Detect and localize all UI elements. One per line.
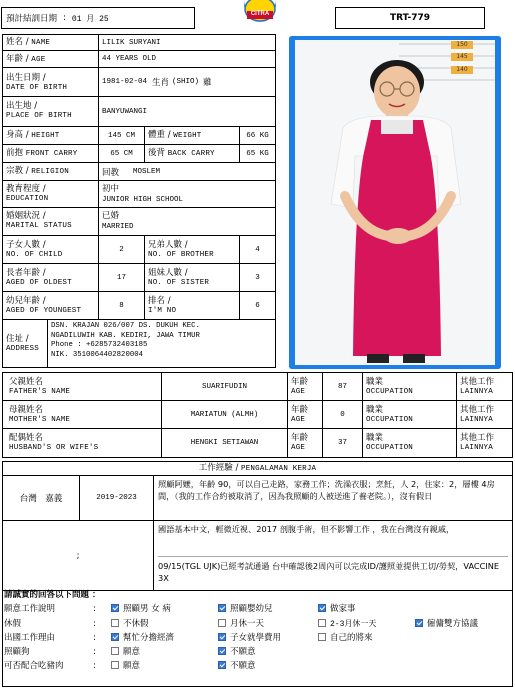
checkbox-icon[interactable] — [218, 604, 226, 612]
marital-zh: 已婚 — [102, 211, 120, 221]
youngest-label: 幼兒年齡 / AGED OF YOUNGEST — [2, 291, 99, 320]
mother-age-label: 年齡 AGE — [287, 400, 323, 429]
mother-job-label: 職業 OCCUPATION — [362, 400, 457, 429]
checkbox-icon[interactable] — [218, 647, 226, 655]
checkbox-icon[interactable] — [111, 647, 119, 655]
logo-text: CITRA — [250, 11, 270, 17]
height-mark-140: 140 — [456, 66, 468, 73]
spouse-age-label: 年齡 AGE — [287, 428, 323, 458]
religion-value — [98, 162, 276, 181]
answers-title: 請誠實的回答以下問題 ： — [4, 590, 101, 600]
spouse-label: 配偶姓名 HUSBAND'S OR WIFE'S — [2, 428, 162, 458]
front-carry-value: 65 CM — [98, 144, 145, 163]
work-period: 2019-2023 — [79, 475, 154, 521]
height-mark-150: 150 — [456, 41, 468, 48]
answer-colon: : — [93, 647, 96, 657]
spouse-job: 其他工作 LAINNYA — [456, 428, 513, 458]
sisters-value: 3 — [239, 263, 276, 292]
children-label: 子女人數 / NO. OF CHILD — [2, 235, 99, 264]
religion-label: 宗教 / RELIGION — [2, 162, 99, 181]
answer-colon: : — [93, 604, 96, 614]
marital-en: MARRIED — [102, 223, 134, 231]
oldest-label: 長者年齡 / AGED OF OLDEST — [2, 263, 99, 292]
father-job: 其他工作 LAINNYA — [456, 372, 513, 401]
mother-name: MARIATUN (ALMH) — [161, 400, 288, 429]
shio-en: (SHIO) — [172, 78, 200, 86]
address-line-2: NGADILUWIH KAB. KEDIRI, JAWA TIMUR — [51, 331, 200, 340]
education-zh: 初中 — [102, 184, 120, 194]
mother-age: 0 — [322, 400, 363, 429]
answer-label-holiday: 休假 — [4, 619, 22, 629]
weight-value: 66 KG — [239, 126, 276, 145]
rank-label: 排名 / I'M NO — [144, 291, 240, 320]
name-value: LILIK SURYANI — [98, 34, 276, 51]
checkbox-icon[interactable] — [111, 633, 119, 641]
checkbox-icon[interactable] — [218, 661, 226, 669]
dob-date: 1981-02-04 — [102, 78, 148, 86]
expected-training-date: 預計結訓日期 : 01 月 25 — [1, 7, 195, 29]
checkbox-icon[interactable] — [111, 604, 119, 612]
brothers-label: 兄弟人數 / NO. OF BROTHER — [144, 235, 240, 264]
mother-job: 其他工作 LAINNYA — [456, 400, 513, 429]
checkbox-icon[interactable] — [218, 619, 226, 627]
education-value — [98, 180, 276, 208]
option-dog-willing[interactable]: 願意 — [111, 647, 140, 658]
option-dog-unwilling[interactable]: 不願意 — [218, 647, 256, 658]
checkbox-icon[interactable] — [218, 633, 226, 641]
address-line-1: DSN. KRAJAN 026/007 DS. DUKUH KEC. — [51, 322, 200, 330]
answers-section — [2, 589, 513, 687]
children-value: 2 — [98, 235, 145, 264]
option-housework[interactable]: 做家事 — [318, 604, 356, 615]
front-carry-label: 前抱 FRONT CARRY — [2, 144, 99, 163]
dob-value — [98, 67, 276, 97]
name-label: 姓名 / NAME — [2, 34, 99, 51]
youngest-value: 8 — [98, 291, 145, 320]
rank-value: 6 — [239, 291, 276, 320]
height-mark-145: 145 — [456, 53, 468, 60]
answer-colon: : — [93, 633, 96, 643]
spouse-job-label: 職業 OCCUPATION — [362, 428, 457, 458]
dob-label: 出生日期 / DATE OF BIRTH — [2, 67, 99, 97]
spouse-age: 37 — [322, 428, 363, 458]
checkbox-icon[interactable] — [318, 633, 326, 641]
notes-line-2: 09/15(TGL UJK)已經考試通過 台中確認後2周內可以完成ID/護照並提供工切/勞契，VACCINE 3X — [158, 561, 500, 583]
spouse-name: HENGKI SETIAWAN — [161, 428, 288, 458]
father-age-label: 年齡 AGE — [287, 372, 323, 401]
shio-value: 雞 — [203, 78, 212, 88]
checkbox-icon[interactable] — [415, 619, 423, 627]
oldest-value: 17 — [98, 263, 145, 292]
father-job-label: 職業 OCCUPATION — [362, 372, 457, 401]
option-own-future[interactable]: 自己的將來 — [318, 633, 373, 644]
checkbox-icon[interactable] — [318, 619, 326, 627]
address-label: 住址 / ADDRESS — [2, 319, 48, 368]
weight-label: 體重 / WEIGHT — [144, 126, 240, 145]
pob-label: 出生地 / PLACE OF BIRTH — [2, 96, 99, 127]
answer-label-dog: 照顧狗 — [4, 647, 30, 657]
answer-label-reason: 出國工作理由 — [4, 633, 56, 643]
age-label: 年齡 / AGE — [2, 50, 99, 68]
father-age: 87 — [322, 372, 363, 401]
back-carry-value: 65 KG — [239, 144, 276, 163]
agency-logo — [241, 0, 279, 26]
address-phone: Phone : +6285732403185 — [51, 341, 148, 349]
father-name: SUARIFUDIN — [161, 372, 288, 401]
training-date-value: 01 月 25 — [71, 14, 109, 24]
option-care-patient[interactable]: 照顧男 女 病 — [111, 604, 171, 615]
candidate-code — [335, 7, 485, 29]
answer-label-work: 願意工作說明 — [4, 604, 56, 614]
option-pork-willing[interactable]: 願意 — [111, 661, 140, 672]
answer-colon: : — [93, 661, 96, 671]
option-school-fees[interactable]: 子女就學費用 — [218, 633, 281, 644]
address-nik: NIK. 3510064402820004 — [51, 350, 143, 359]
height-label: 身高 / HEIGHT — [2, 126, 99, 145]
religion-zh: 回教 — [102, 167, 120, 178]
education-en: JUNIOR HIGH SCHOOL — [102, 196, 184, 204]
notes-line-1: 國語基本中文，輕微近視、2017 剖腹手術，但不影響工作 ，我在台灣沒有親戚， — [158, 524, 455, 534]
brothers-value: 4 — [239, 235, 276, 264]
pob-value: BANYUWANGI — [98, 96, 276, 127]
father-label: 父親姓名 FATHER'S NAME — [2, 372, 162, 401]
checkbox-icon[interactable] — [318, 604, 326, 612]
height-value: 145 CM — [98, 126, 145, 145]
notes-left: ; — [2, 520, 154, 591]
checkbox-icon[interactable] — [111, 619, 119, 627]
option-monthly-holiday[interactable]: 月休一天 — [218, 619, 264, 630]
age-value: 44 YEARS OLD — [98, 50, 276, 68]
option-2-3-month-holiday[interactable]: 2-3月休一天 — [318, 619, 376, 630]
education-label: 教育程度 / EDUCATION — [2, 180, 99, 208]
work-location: 台灣 嘉義 — [2, 475, 80, 521]
option-care-baby[interactable]: 照顧嬰幼兒 — [218, 604, 273, 615]
work-experience-title: 工作經驗 / PENGALAMAN KERJA — [2, 461, 513, 476]
shio-label: 生肖 — [152, 78, 170, 88]
notes-divider — [158, 556, 508, 557]
training-date-label: 預計結訓日期 — [6, 14, 58, 24]
checkbox-icon[interactable] — [111, 661, 119, 669]
option-mutual-agreement[interactable]: 僱傭雙方協議 — [415, 619, 478, 630]
candidate-photo — [289, 36, 501, 369]
option-no-holiday[interactable]: 不休假 — [111, 619, 149, 630]
candidate-code-text: TRT-779 — [389, 13, 430, 23]
answer-label-pork: 可否配合吃豬肉 — [4, 661, 64, 671]
marital-value — [98, 207, 276, 236]
option-pork-unwilling[interactable]: 不願意 — [218, 661, 256, 672]
address-value — [47, 319, 276, 368]
marital-label: 婚姻狀況 / MARITAL STATUS — [2, 207, 99, 236]
notes-area — [153, 520, 513, 591]
mother-label: 母親姓名 MOTHER'S NAME — [2, 400, 162, 429]
option-economy[interactable]: 幫忙分擔經濟 — [111, 633, 174, 644]
answer-colon: : — [93, 619, 96, 629]
religion-en: MOSLEM — [133, 167, 161, 176]
sisters-label: 姐妹人數 / NO. OF SISTER — [144, 263, 240, 292]
work-description: 照顧阿嬤，年齡 90，可以自己走路，家務工作；洗澡衣服；烹飪，人 2，住家：2，層樓 4房間，（我的工作合約被取消了，因為我照顧的人被送進了養老院。），沒有假日 — [153, 475, 513, 521]
back-carry-label: 後背 BACK CARRY — [144, 144, 240, 163]
